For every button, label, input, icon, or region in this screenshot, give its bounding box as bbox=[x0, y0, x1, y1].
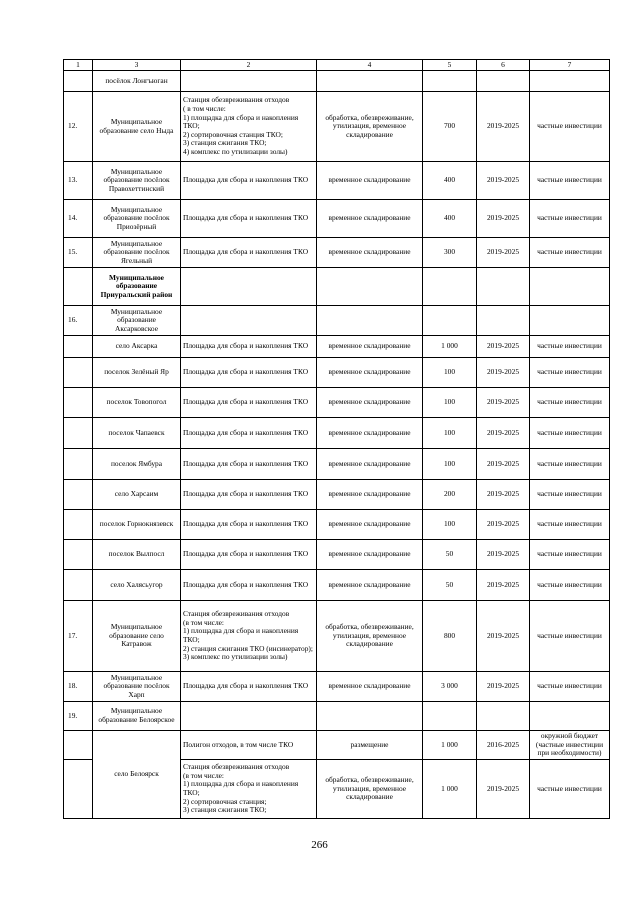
purpose-cell: временное складирование bbox=[317, 449, 423, 480]
period-cell: 2019-2025 bbox=[477, 540, 530, 570]
purpose-cell: обработка, обезвреживание, утилизация, временное складирование bbox=[317, 92, 423, 162]
row-number-cell: 12. bbox=[64, 92, 93, 162]
data-table bbox=[63, 59, 610, 819]
facility-cell: Площадка для сбора и накопления ТКО bbox=[181, 672, 317, 702]
table-row bbox=[64, 540, 610, 570]
facility-cell: Станция обезвреживания отходов ( в том числе: 1) площадка для сбора и накопления ТКО; 2) сортировочная станция ТКО; 3) станция сжигания ТКО; 4) комплекс по утилизации золы) bbox=[181, 92, 317, 162]
municipality-cell: Муниципальное образование село Ныда bbox=[93, 92, 181, 162]
funding-cell: частные инвестиции bbox=[530, 601, 610, 672]
purpose-cell: временное складирование bbox=[317, 336, 423, 358]
row-number-cell bbox=[64, 358, 93, 388]
purpose-cell: временное складирование bbox=[317, 510, 423, 540]
facility-cell bbox=[181, 268, 317, 306]
municipality-cell: поселок Товопогол bbox=[93, 388, 181, 418]
municipality-cell: село Аксарка bbox=[93, 336, 181, 358]
facility-cell: Площадка для сбора и накопления ТКО bbox=[181, 200, 317, 238]
purpose-cell bbox=[317, 268, 423, 306]
funding-cell bbox=[530, 71, 610, 92]
row-number-cell bbox=[64, 760, 93, 819]
municipality-cell: Муниципальное образование посёлок Правохеттинский bbox=[93, 162, 181, 200]
period-cell: 2019-2025 bbox=[477, 200, 530, 238]
header-cell: 7 bbox=[530, 60, 610, 71]
header-cell: 1 bbox=[64, 60, 93, 71]
capacity-cell bbox=[423, 268, 477, 306]
period-cell: 2019-2025 bbox=[477, 480, 530, 510]
table-row bbox=[64, 388, 610, 418]
funding-cell: частные инвестиции bbox=[530, 672, 610, 702]
purpose-cell: временное складирование bbox=[317, 480, 423, 510]
capacity-cell: 400 bbox=[423, 200, 477, 238]
facility-cell: Станция обезвреживания отходов (в том числе: 1) площадка для сбора и накопления ТКО; 2) сортировочная станция; 3) станция сжигания ТКО; bbox=[181, 760, 317, 819]
facility-cell: Площадка для сбора и накопления ТКО bbox=[181, 570, 317, 601]
facility-cell: Площадка для сбора и накопления ТКО bbox=[181, 480, 317, 510]
row-number-cell bbox=[64, 480, 93, 510]
row-number-cell bbox=[64, 268, 93, 306]
period-cell bbox=[477, 268, 530, 306]
capacity-cell: 50 bbox=[423, 540, 477, 570]
facility-cell: Площадка для сбора и накопления ТКО bbox=[181, 540, 317, 570]
funding-cell: частные инвестиции bbox=[530, 238, 610, 268]
facility-cell: Полигон отходов, в том числе ТКО bbox=[181, 731, 317, 760]
municipality-cell: поселок Зелёный Яр bbox=[93, 358, 181, 388]
purpose-cell: временное складирование bbox=[317, 672, 423, 702]
capacity-cell: 1 000 bbox=[423, 336, 477, 358]
municipality-cell: Муниципальное образование село Катравож bbox=[93, 601, 181, 672]
capacity-cell: 400 bbox=[423, 162, 477, 200]
capacity-cell: 50 bbox=[423, 570, 477, 601]
period-cell bbox=[477, 71, 530, 92]
municipality-cell: поселок Чапаевск bbox=[93, 418, 181, 449]
period-cell: 2019-2025 bbox=[477, 336, 530, 358]
row-number-cell bbox=[64, 731, 93, 760]
header-cell: 4 bbox=[317, 60, 423, 71]
funding-cell: частные инвестиции bbox=[530, 449, 610, 480]
row-number-cell: 14. bbox=[64, 200, 93, 238]
row-number-cell: 18. bbox=[64, 672, 93, 702]
header-cell: 5 bbox=[423, 60, 477, 71]
municipality-cell: Муниципальное образование Белоярское bbox=[93, 702, 181, 731]
purpose-cell: размещение bbox=[317, 731, 423, 760]
table-row bbox=[64, 92, 610, 162]
table-row bbox=[64, 200, 610, 238]
municipality-cell: Муниципальное образование посёлок Приозёрный bbox=[93, 200, 181, 238]
table-row bbox=[64, 480, 610, 510]
purpose-cell: обработка, обезвреживание, утилизация, временное складирование bbox=[317, 760, 423, 819]
funding-cell: частные инвестиции bbox=[530, 388, 610, 418]
capacity-cell bbox=[423, 306, 477, 336]
funding-cell: частные инвестиции bbox=[530, 92, 610, 162]
table-row bbox=[64, 336, 610, 358]
facility-cell: Площадка для сбора и накопления ТКО bbox=[181, 510, 317, 540]
table-row bbox=[64, 449, 610, 480]
table-row bbox=[64, 570, 610, 601]
funding-cell: частные инвестиции bbox=[530, 418, 610, 449]
municipality-cell: поселок Горнокнязевск bbox=[93, 510, 181, 540]
capacity-cell: 100 bbox=[423, 510, 477, 540]
capacity-cell: 200 bbox=[423, 480, 477, 510]
funding-cell: частные инвестиции bbox=[530, 540, 610, 570]
facility-cell: Площадка для сбора и накопления ТКО bbox=[181, 358, 317, 388]
facility-cell bbox=[181, 71, 317, 92]
period-cell: 2019-2025 bbox=[477, 388, 530, 418]
funding-cell: частные инвестиции bbox=[530, 200, 610, 238]
row-number-cell bbox=[64, 510, 93, 540]
period-cell bbox=[477, 702, 530, 731]
purpose-cell: временное складирование bbox=[317, 418, 423, 449]
table-row bbox=[64, 418, 610, 449]
funding-cell: частные инвестиции bbox=[530, 358, 610, 388]
period-cell: 2019-2025 bbox=[477, 510, 530, 540]
period-cell: 2019-2025 bbox=[477, 418, 530, 449]
row-number-cell bbox=[64, 540, 93, 570]
table-row bbox=[64, 71, 610, 92]
capacity-cell: 100 bbox=[423, 358, 477, 388]
table-row bbox=[64, 731, 610, 760]
row-number-cell: 13. bbox=[64, 162, 93, 200]
table-row bbox=[64, 702, 610, 731]
funding-cell bbox=[530, 306, 610, 336]
municipality-cell: Муниципальное образование посёлок Ягельный bbox=[93, 238, 181, 268]
facility-cell: Площадка для сбора и накопления ТКО bbox=[181, 162, 317, 200]
period-cell: 2019-2025 bbox=[477, 672, 530, 702]
municipality-cell: поселок Вылпосл bbox=[93, 540, 181, 570]
row-number-cell: 19. bbox=[64, 702, 93, 731]
purpose-cell: обработка, обезвреживание, утилизация, временное складирование bbox=[317, 601, 423, 672]
capacity-cell: 1 000 bbox=[423, 760, 477, 819]
period-cell: 2019-2025 bbox=[477, 601, 530, 672]
purpose-cell: временное складирование bbox=[317, 200, 423, 238]
municipality-cell: поселок Ямбура bbox=[93, 449, 181, 480]
facility-cell: Площадка для сбора и накопления ТКО bbox=[181, 418, 317, 449]
period-cell: 2019-2025 bbox=[477, 570, 530, 601]
row-number-cell bbox=[64, 449, 93, 480]
facility-cell: Станция обезвреживания отходов (в том числе: 1) площадка для сбора и накопления ТКО; 2) станция сжигания ТКО (инсинератор); 3) комплекс по утилизации золы) bbox=[181, 601, 317, 672]
purpose-cell: временное складирование bbox=[317, 238, 423, 268]
table-row bbox=[64, 358, 610, 388]
purpose-cell bbox=[317, 702, 423, 731]
period-cell: 2016-2025 bbox=[477, 731, 530, 760]
purpose-cell bbox=[317, 71, 423, 92]
funding-cell bbox=[530, 268, 610, 306]
facility-cell bbox=[181, 306, 317, 336]
funding-cell: частные инвестиции bbox=[530, 162, 610, 200]
period-cell: 2019-2025 bbox=[477, 162, 530, 200]
capacity-cell: 100 bbox=[423, 388, 477, 418]
capacity-cell: 1 000 bbox=[423, 731, 477, 760]
municipality-cell: посёлок Лонгъюган bbox=[93, 71, 181, 92]
row-number-cell bbox=[64, 418, 93, 449]
capacity-cell: 100 bbox=[423, 418, 477, 449]
purpose-cell: временное складирование bbox=[317, 570, 423, 601]
period-cell: 2019-2025 bbox=[477, 238, 530, 268]
table-row bbox=[64, 510, 610, 540]
period-cell: 2019-2025 bbox=[477, 92, 530, 162]
municipality-cell: село Халясьугор bbox=[93, 570, 181, 601]
purpose-cell: временное складирование bbox=[317, 162, 423, 200]
page-number: 266 bbox=[311, 839, 328, 851]
table-row bbox=[64, 162, 610, 200]
purpose-cell: временное складирование bbox=[317, 358, 423, 388]
row-number-cell bbox=[64, 570, 93, 601]
table-row bbox=[64, 238, 610, 268]
facility-cell: Площадка для сбора и накопления ТКО bbox=[181, 449, 317, 480]
capacity-cell bbox=[423, 71, 477, 92]
header-cell: 2 bbox=[181, 60, 317, 71]
facility-cell: Площадка для сбора и накопления ТКО bbox=[181, 336, 317, 358]
funding-cell: окружной бюджет (частные инвестиции при необходимости) bbox=[530, 731, 610, 760]
facility-cell: Площадка для сбора и накопления ТКО bbox=[181, 238, 317, 268]
table-row bbox=[64, 268, 610, 306]
purpose-cell bbox=[317, 306, 423, 336]
capacity-cell: 100 bbox=[423, 449, 477, 480]
funding-cell: частные инвестиции bbox=[530, 480, 610, 510]
municipality-cell: село Белоярск bbox=[93, 731, 181, 819]
period-cell: 2019-2025 bbox=[477, 449, 530, 480]
period-cell: 2019-2025 bbox=[477, 760, 530, 819]
funding-cell bbox=[530, 702, 610, 731]
period-cell: 2019-2025 bbox=[477, 358, 530, 388]
funding-cell: частные инвестиции bbox=[530, 760, 610, 819]
funding-cell: частные инвестиции bbox=[530, 336, 610, 358]
municipality-cell: село Харсаим bbox=[93, 480, 181, 510]
table-row bbox=[64, 601, 610, 672]
period-cell bbox=[477, 306, 530, 336]
municipality-cell: Муниципальное образование Аксарковское bbox=[93, 306, 181, 336]
row-number-cell: 15. bbox=[64, 238, 93, 268]
facility-cell: Площадка для сбора и накопления ТКО bbox=[181, 388, 317, 418]
table-row bbox=[64, 672, 610, 702]
capacity-cell: 3 000 bbox=[423, 672, 477, 702]
municipality-cell: Муниципальное образование Приуральский район bbox=[93, 268, 181, 306]
row-number-cell bbox=[64, 388, 93, 418]
row-number-cell bbox=[64, 336, 93, 358]
purpose-cell: временное складирование bbox=[317, 540, 423, 570]
capacity-cell: 800 bbox=[423, 601, 477, 672]
header-cell: 3 bbox=[93, 60, 181, 71]
funding-cell: частные инвестиции bbox=[530, 510, 610, 540]
capacity-cell: 300 bbox=[423, 238, 477, 268]
header-cell: 6 bbox=[477, 60, 530, 71]
row-number-cell: 16. bbox=[64, 306, 93, 336]
municipality-cell: Муниципальное образование посёлок Харп bbox=[93, 672, 181, 702]
header-row bbox=[64, 60, 610, 71]
row-number-cell: 17. bbox=[64, 601, 93, 672]
table-row bbox=[64, 306, 610, 336]
funding-cell: частные инвестиции bbox=[530, 570, 610, 601]
row-number-cell bbox=[64, 71, 93, 92]
capacity-cell: 700 bbox=[423, 92, 477, 162]
purpose-cell: временное складирование bbox=[317, 388, 423, 418]
capacity-cell bbox=[423, 702, 477, 731]
facility-cell bbox=[181, 702, 317, 731]
